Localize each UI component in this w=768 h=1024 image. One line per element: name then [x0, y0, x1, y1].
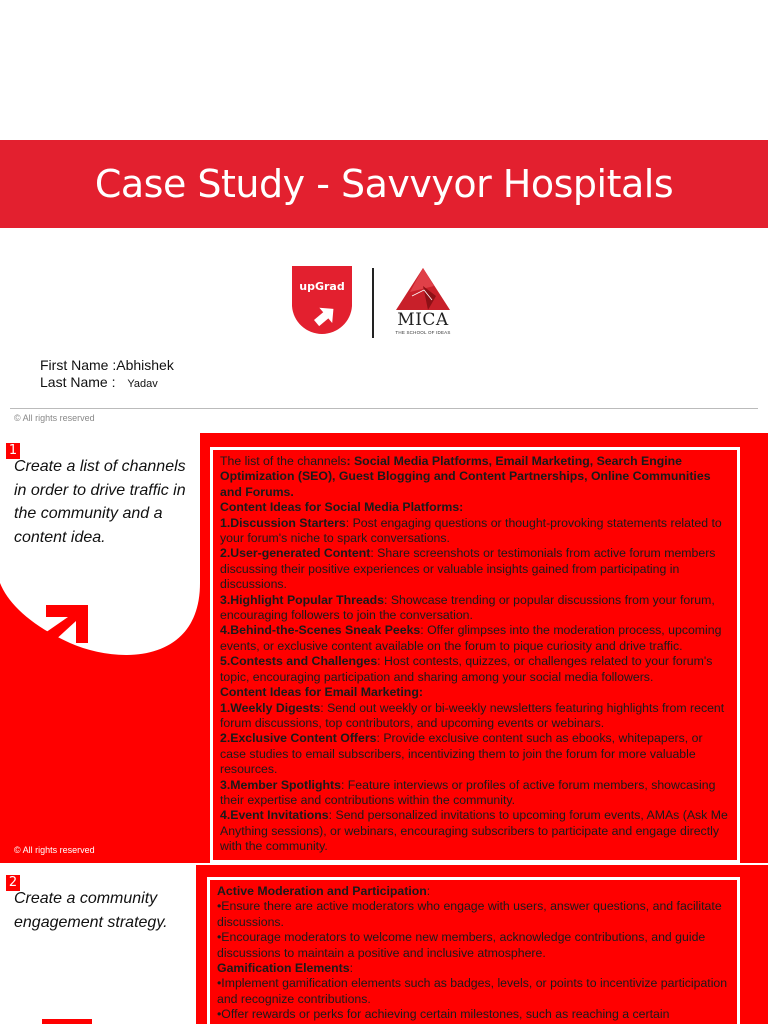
community-slide [0, 865, 768, 1024]
mica-logo [388, 266, 458, 338]
social-item: 2.User-generated Content: Share screenshots or testimonials from active forum members discussing their positive experiences or valuable insights gained from participating in discussions. [220, 546, 716, 592]
page-title: Case Study - Savvyor Hospitals [94, 162, 674, 206]
email-item: 3.Member Spotlights: Feature interviews or profiles of active forum members, showcasing their expertise and contributions within the community. [220, 777, 716, 807]
upgrad-arrow-icon [42, 591, 102, 643]
upgrad-logo-text: upGrad [299, 280, 345, 293]
title-banner [0, 140, 768, 228]
upgrad-shield-icon [292, 266, 352, 334]
student-details [40, 357, 174, 393]
channels-intro: The list of the channels: Social Media Platforms, Email Marketing, Search Engine Optimization (SEO), Guest Blogging and Content Partnerships, Online Communities and Forums. [220, 454, 711, 499]
community-answer-box [207, 877, 740, 1024]
last-name-value: Yadav [127, 378, 158, 390]
social-heading: Content Ideas for Social Media Platforms: [220, 500, 464, 515]
social-item: 3.Highlight Popular Threads: Showcase trending or popular discussions from your forum, encouraging followers to join the conversation. [220, 592, 715, 623]
email-item: 1.Weekly Digests: Send out weekly or bi-weekly newsletters featuring highlights from recent forum discussions, top contributors, and upcoming events or webinars. [220, 700, 725, 730]
email-item: 2.Exclusive Content Offers: Provide exclusive content such as ebooks, whitepapers, or case studies to email subscribers, incentivizing them to join the forum for more valuable resources. [220, 731, 703, 777]
first-name-value: Abhishek [116, 357, 174, 373]
task-prompt: Create a community engagement strategy. [14, 890, 168, 931]
gamification-item: •Offer rewards or perks for achieving certain milestones, such as reaching a certain [217, 1007, 670, 1022]
upgrad-arrow-icon [42, 1019, 92, 1024]
gamification-heading: Gamification Elements: [217, 961, 353, 976]
social-item: 5.Contests and Challenges: Host contests, quizzes, or challenges related to your forum's topic, encouraging participation and sharing among your social media followers. [220, 654, 713, 684]
email-heading: Content Ideas for Email Marketing: [220, 685, 423, 700]
channels-slide [0, 433, 768, 863]
copyright-notice: © All rights reserved [14, 845, 95, 855]
social-item: 1.Discussion Starters: Post engaging questions or thought-provoking statements related to your forum's niche to spark conversations. [220, 515, 722, 546]
copyright-notice: © All rights reserved [14, 413, 95, 423]
gamification-item: •Implement gamification elements such as badges, levels, or points to incentivize participation and recognize contributions. [217, 976, 728, 1006]
mica-tagline: THE SCHOOL OF IDEAS [395, 330, 451, 335]
first-name-row [40, 357, 174, 374]
first-name-label: First Name : [40, 357, 117, 373]
slide-number-badge: 2 [6, 875, 20, 891]
moderation-heading: Active Moderation and Participation: [217, 884, 431, 898]
partner-logos [292, 266, 458, 340]
last-name-label: Last Name : [40, 374, 120, 390]
slide-number-badge: 1 [6, 443, 20, 459]
logo-divider [372, 268, 374, 338]
moderation-item: •Ensure there are active moderators who engage with users, answer questions, and facilitate discussions. [217, 899, 722, 929]
task-prompt: Create a list of channels in order to drive traffic in the community and a content idea. [14, 458, 186, 546]
email-item: 4.Event Invitations: Send personalized invitations to upcoming forum events, AMAs (Ask Me Anything sessions), or webinars, encouraging subscribers to participate and engage directly with the community. [220, 808, 728, 854]
channels-answer-box [210, 447, 740, 863]
moderation-item: •Encourage moderators to welcome new members, acknowledge contributions, and guide discussions to maintain a positive and inclusive atmosphere. [217, 930, 706, 960]
mica-logo-text: MICA [397, 310, 449, 330]
upgrad-logo [292, 266, 352, 334]
mica-triangle-icon [388, 266, 458, 312]
last-name-row [40, 374, 174, 393]
social-item: 4.Behind-the-Scenes Sneak Peeks: Offer glimpses into the moderation process, upcoming events, or exclusive content available on the forum to pique curiosity and drive traffic. [220, 623, 722, 653]
divider-line [10, 408, 758, 409]
